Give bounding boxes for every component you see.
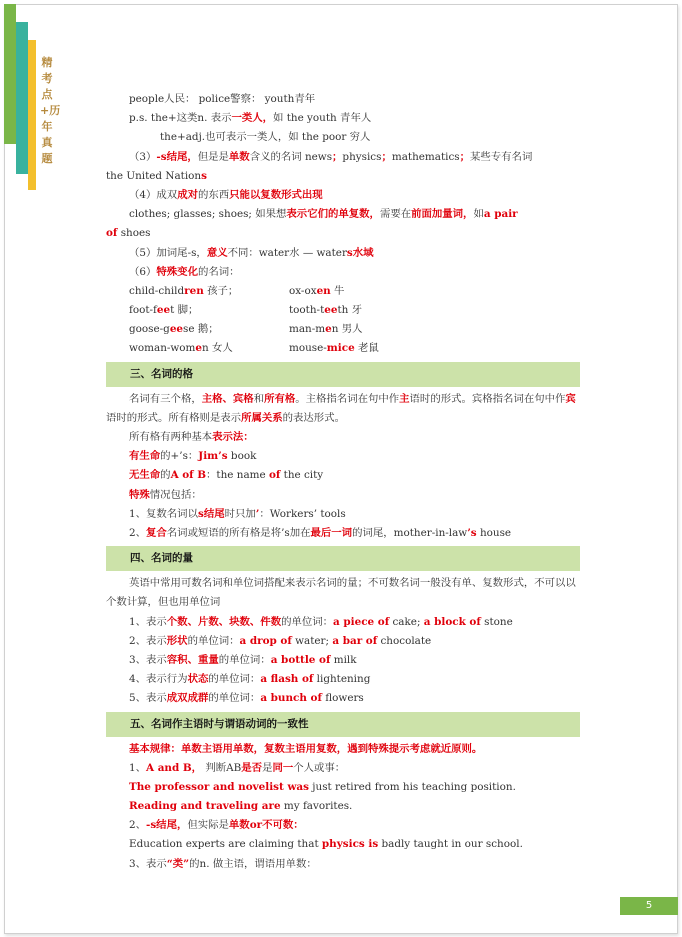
side-label: 精考点+历年真题 [40,56,61,165]
text-line: 2、复合名词或短语的所有格是将’s加在最后一词的词尾，mother-in-law’s house [129,526,512,539]
example-line: Education experts are claiming that physics is badly taught in our school. [129,838,523,851]
plural-pair-row: goose-geese 鹅； man-men 男人 [129,323,363,336]
text-line: 3、表示“类”的n. 做主语，谓语用单数： [129,857,317,870]
rule-line: 基本规律：单数主语用单数，复数主语用复数，遇到特殊提示考虑就近原则。 [129,742,483,755]
list-item: 5、表示成双成群的单位词：a bunch of flowers [129,692,364,705]
list-item: 3、表示容积、重量的单位词：a bottle of milk [129,653,357,666]
text-line: p.s. the+这类n. 表示一类人，如 the youth 青年人 [129,112,372,125]
example-line: The professor and novelist was just retired from his teaching position. [129,780,516,793]
text-line: the+adj.也可表示一类人，如 the poor 穷人 [160,131,371,144]
text-line: 2、-s结尾，但实际是单数or不可数： [129,819,304,832]
text-line: the United Nations [106,169,207,182]
plural-pair-row: foot-feet 脚； tooth-teeth 牙 [129,304,363,317]
text-line: 1、A and B， 判断AB是否是同一个人或事： [129,761,346,774]
text-line: people人民： police警察： youth青年 [129,93,316,105]
text-line: （5）加词尾-s，意义不同：water水 — waters水域 [129,246,374,259]
text-line: 所有格有两种基本表示法： [129,431,254,444]
example-line: Reading and traveling are my favorites. [129,800,353,813]
text-line: 特殊情况包括： [129,488,202,501]
text-line: 无生命的A of B：the name of the city [129,469,324,482]
decor-bar-green [4,4,16,144]
section-header-5: 五、名词作主语时与谓语动词的一致性 [106,712,580,737]
list-item: 1、表示个数、片数、块数、件数的单位词：a piece of cake; a block of stone [129,615,513,628]
list-item: 4、表示行为状态的单位词：a flash of lightening [129,673,371,686]
decor-bar-teal [16,22,28,174]
text-line: （3）-s结尾，但是是单数含义的名词 news；physics；mathematics；某些专有名词 [129,150,533,163]
list-item: 2、表示形状的单位词：a drop of water; a bar of chocolate [129,634,432,647]
plural-pair-row: child-children 孩子； ox-oxen 牛 [129,284,345,297]
text-line: 1、复数名词以s结尾时只加’：Workers’ tools [129,507,346,520]
section-header-4: 四、名词的量 [106,546,580,571]
text-line: of shoes [106,227,151,240]
decor-bar-yellow [28,40,36,190]
paragraph: 名词有三个格，主格、宾格和所有格。主格指名词在句中作主语时的形式。宾格指名词在句中作宾语时的形式。所有格则是表示所属关系的表达形式。 [106,392,576,424]
page-number: 5 [620,897,678,915]
plural-pair-row: woman-women 女人 mouse-mice 老鼠 [129,342,379,355]
text-line: 有生命的+’s：Jim’s book [129,450,257,463]
section-header-3: 三、名词的格 [106,362,580,387]
paragraph: 英语中常用可数名词和单位词搭配来表示名词的量；不可数名词一般没有单、复数形式，不可以以个数计算，但也用单位词 [106,577,576,609]
text-line: （4）成双成对的东西只能以复数形式出现 [129,188,323,201]
text-line: clothes; glasses; shoes; 如果想表示它们的单复数，需要在前面加量词，如a pair [129,208,518,221]
content [106,90,580,874]
text-line: （6）特殊变化的名词： [129,265,240,278]
